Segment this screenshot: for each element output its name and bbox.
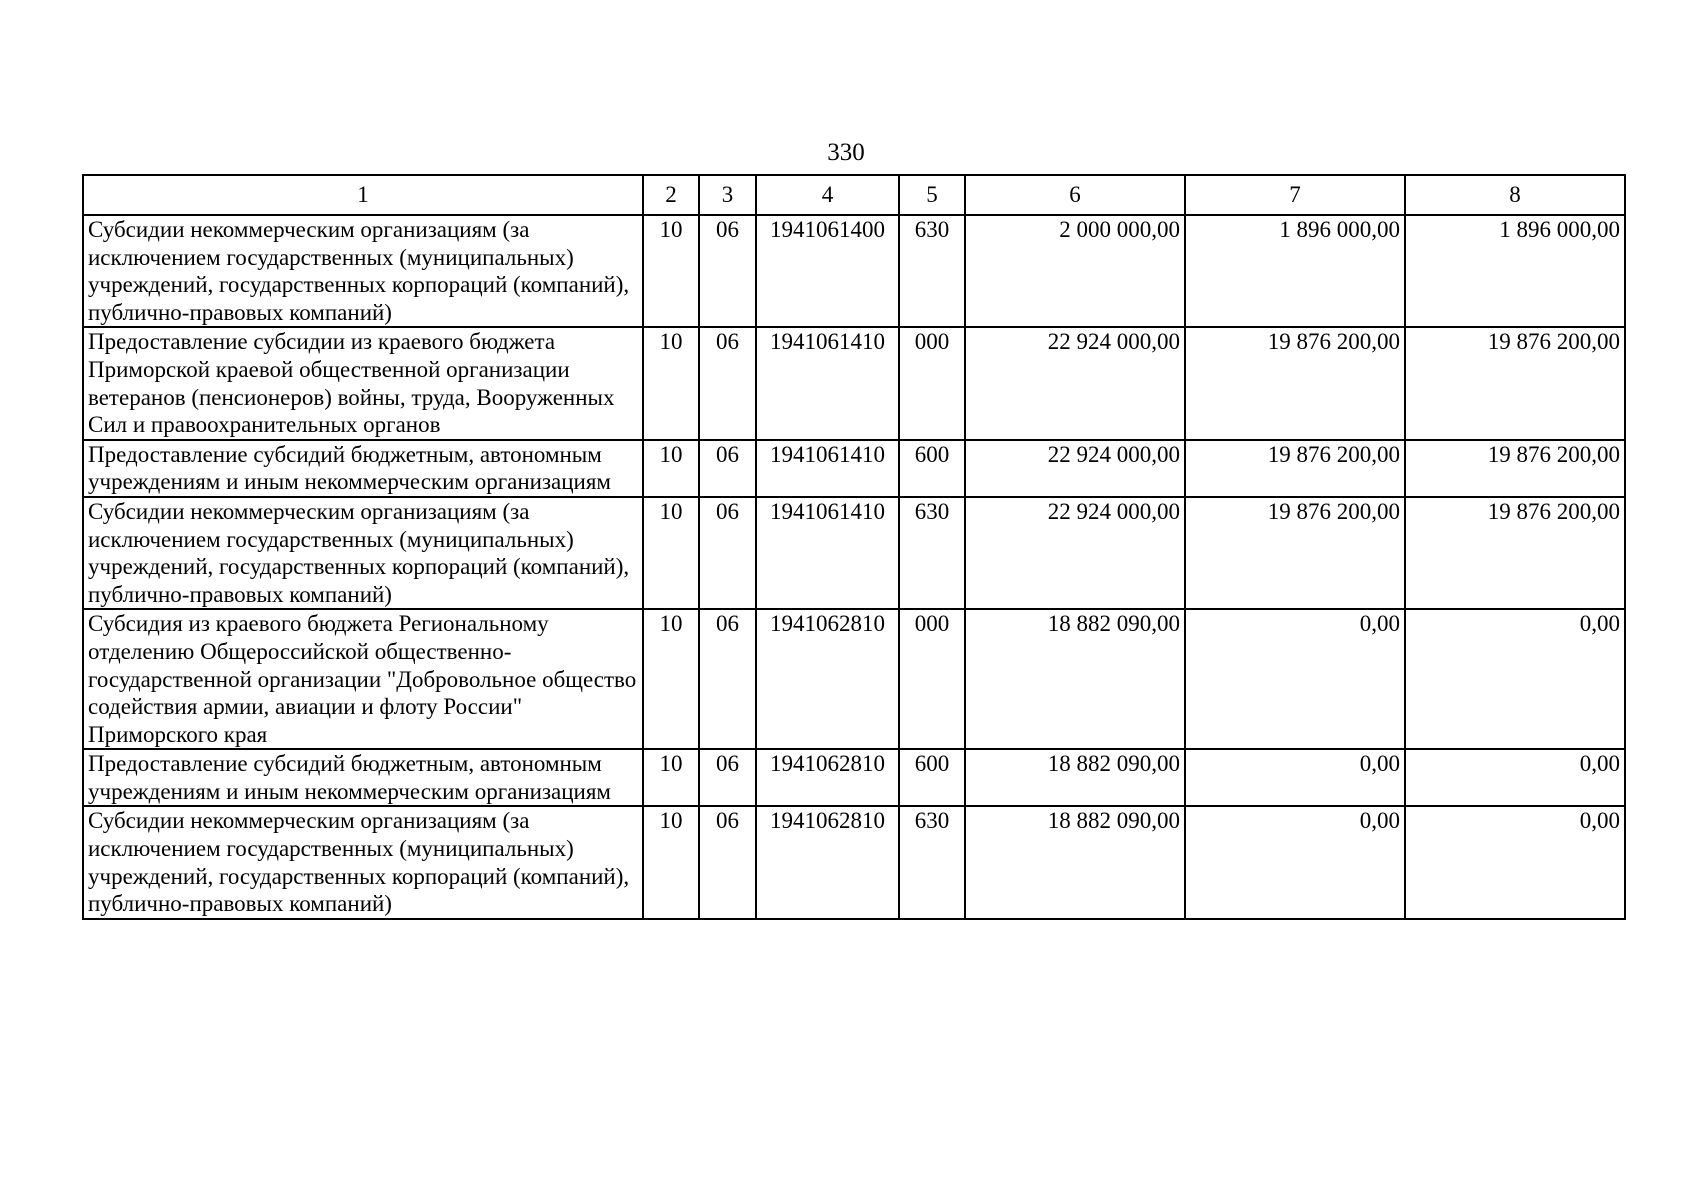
row-target: 1941062810 <box>756 749 899 806</box>
row-amount-6: 22 924 000,00 <box>965 440 1185 497</box>
table-row <box>83 215 1625 327</box>
row-target: 1941061410 <box>756 497 899 609</box>
row-amount-8: 0,00 <box>1405 806 1625 918</box>
row-amount-8: 1 896 000,00 <box>1405 215 1625 327</box>
row-section: 10 <box>643 806 699 918</box>
row-section: 10 <box>643 609 699 749</box>
row-amount-6: 18 882 090,00 <box>965 806 1185 918</box>
row-name: Субсидии некоммерческим организациям (за исключением государственных (муниципальных) учреждений, государственных корпораций (компаний), публично-правовых компаний) <box>83 497 643 609</box>
row-expense-type: 000 <box>899 327 965 439</box>
budget-table <box>82 174 1626 920</box>
row-expense-type: 600 <box>899 440 965 497</box>
row-amount-8: 19 876 200,00 <box>1405 497 1625 609</box>
row-section: 10 <box>643 327 699 439</box>
row-name: Предоставление субсидий бюджетным, автономным учреждениям и иным некоммерческим организациям <box>83 749 643 806</box>
row-expense-type: 630 <box>899 806 965 918</box>
row-target: 1941061410 <box>756 327 899 439</box>
row-section: 10 <box>643 497 699 609</box>
row-amount-8: 19 876 200,00 <box>1405 440 1625 497</box>
row-amount-7: 1 896 000,00 <box>1185 215 1405 327</box>
row-amount-7: 0,00 <box>1185 749 1405 806</box>
row-expense-type: 630 <box>899 497 965 609</box>
row-amount-7: 0,00 <box>1185 806 1405 918</box>
table-row <box>83 327 1625 439</box>
column-header: 2 <box>643 175 699 215</box>
column-header: 6 <box>965 175 1185 215</box>
row-subsection: 06 <box>699 609 756 749</box>
row-subsection: 06 <box>699 440 756 497</box>
row-section: 10 <box>643 215 699 327</box>
column-header: 5 <box>899 175 965 215</box>
row-subsection: 06 <box>699 497 756 609</box>
table-row <box>83 749 1625 806</box>
row-subsection: 06 <box>699 327 756 439</box>
row-amount-6: 22 924 000,00 <box>965 497 1185 609</box>
row-target: 1941061400 <box>756 215 899 327</box>
row-expense-type: 600 <box>899 749 965 806</box>
table-row <box>83 440 1625 497</box>
column-header: 8 <box>1405 175 1625 215</box>
page-number: 330 <box>827 139 865 166</box>
row-subsection: 06 <box>699 749 756 806</box>
column-header: 7 <box>1185 175 1405 215</box>
column-header: 4 <box>756 175 899 215</box>
row-target: 1941062810 <box>756 806 899 918</box>
table-header-row <box>83 175 1625 215</box>
row-name: Предоставление субсидии из краевого бюджета Приморской краевой общественной организации ветеранов (пенсионеров) войны, труда, Вооруженных Сил и правоохранительных органов <box>83 327 643 439</box>
column-header: 1 <box>83 175 643 215</box>
row-subsection: 06 <box>699 215 756 327</box>
row-amount-8: 19 876 200,00 <box>1405 327 1625 439</box>
row-name: Субсидии некоммерческим организациям (за исключением государственных (муниципальных) учреждений, государственных корпораций (компаний), публично-правовых компаний) <box>83 806 643 918</box>
row-section: 10 <box>643 749 699 806</box>
row-section: 10 <box>643 440 699 497</box>
table-row <box>83 497 1625 609</box>
row-name: Субсидии некоммерческим организациям (за исключением государственных (муниципальных) учреждений, государственных корпораций (компаний), публично-правовых компаний) <box>83 215 643 327</box>
row-amount-7: 0,00 <box>1185 609 1405 749</box>
table-row <box>83 806 1625 918</box>
column-header: 3 <box>699 175 756 215</box>
row-subsection: 06 <box>699 806 756 918</box>
table-row <box>83 609 1625 749</box>
row-amount-6: 22 924 000,00 <box>965 327 1185 439</box>
row-amount-8: 0,00 <box>1405 609 1625 749</box>
row-amount-6: 18 882 090,00 <box>965 609 1185 749</box>
row-amount-6: 2 000 000,00 <box>965 215 1185 327</box>
row-expense-type: 630 <box>899 215 965 327</box>
row-expense-type: 000 <box>899 609 965 749</box>
row-target: 1941062810 <box>756 609 899 749</box>
row-amount-8: 0,00 <box>1405 749 1625 806</box>
row-name: Субсидия из краевого бюджета Региональному отделению Общероссийской общественно-государственной организации "Добровольное общество содействия армии, авиации и флоту России" Приморского края <box>83 609 643 749</box>
row-target: 1941061410 <box>756 440 899 497</box>
row-amount-6: 18 882 090,00 <box>965 749 1185 806</box>
row-amount-7: 19 876 200,00 <box>1185 327 1405 439</box>
row-name: Предоставление субсидий бюджетным, автономным учреждениям и иным некоммерческим организациям <box>83 440 643 497</box>
row-amount-7: 19 876 200,00 <box>1185 440 1405 497</box>
row-amount-7: 19 876 200,00 <box>1185 497 1405 609</box>
